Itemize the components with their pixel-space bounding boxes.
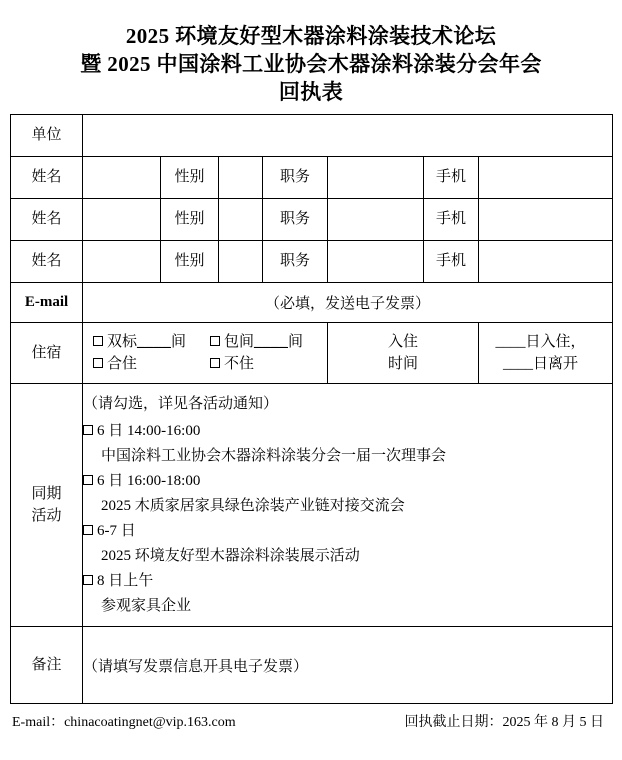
title-input-1[interactable] bbox=[328, 157, 424, 199]
lodging-option-share[interactable] bbox=[93, 353, 210, 375]
table-row-person-3 bbox=[11, 241, 613, 283]
registration-form-table bbox=[10, 114, 613, 704]
gender-input-3[interactable] bbox=[219, 241, 263, 283]
name-input-3[interactable] bbox=[83, 241, 161, 283]
mobile-input-3[interactable] bbox=[479, 241, 613, 283]
page-title bbox=[0, 0, 622, 114]
footer bbox=[0, 711, 622, 731]
lodging-option-single-unit: 间 bbox=[288, 334, 304, 350]
name-input-1[interactable] bbox=[83, 157, 161, 199]
lodging-option-twin[interactable] bbox=[93, 331, 210, 353]
checkin-label-line-2: 时间 bbox=[387, 356, 418, 372]
unit-input-cell[interactable] bbox=[83, 115, 613, 157]
name-label-2: 姓名 bbox=[11, 199, 83, 241]
activity-item-2-time: 6 日 16:00-18:00 bbox=[97, 472, 201, 489]
checkin-date-line[interactable]: ____日入住， bbox=[495, 334, 586, 350]
checkbox-icon[interactable] bbox=[83, 475, 93, 485]
title-line-3: 回执表 bbox=[278, 80, 344, 104]
title-line-2: 暨 2025 中国涂料工业协会木器涂料涂装分会年会 bbox=[80, 52, 542, 76]
title-label-2: 职务 bbox=[263, 199, 328, 241]
title-label-3: 职务 bbox=[263, 241, 328, 283]
lodging-option-single-blank[interactable]: ____ bbox=[254, 334, 289, 350]
lodging-option-share-text: 合住 bbox=[107, 356, 138, 372]
title-label-1: 职务 bbox=[263, 157, 328, 199]
checkin-label-line-1: 入住 bbox=[387, 334, 418, 350]
checkbox-icon[interactable] bbox=[83, 425, 93, 435]
checkbox-icon[interactable] bbox=[83, 575, 93, 585]
checkbox-icon[interactable] bbox=[210, 336, 220, 346]
checkin-time-label bbox=[328, 323, 479, 384]
remark-note[interactable]: （请填写发票信息开具电子发票） bbox=[83, 627, 613, 704]
table-row-email bbox=[11, 283, 613, 323]
lodging-option-single-text: 包间 bbox=[224, 334, 255, 350]
title-input-3[interactable] bbox=[328, 241, 424, 283]
footer-email: E-mail：chinacoatingnet@vip.163.com bbox=[12, 715, 236, 730]
lodging-option-twin-unit: 间 bbox=[171, 334, 187, 350]
table-row-lodging bbox=[11, 323, 613, 384]
name-input-2[interactable] bbox=[83, 199, 161, 241]
checkin-time-value[interactable] bbox=[479, 323, 613, 384]
gender-input-1[interactable] bbox=[219, 157, 263, 199]
activity-item-1[interactable] bbox=[83, 419, 612, 444]
table-row-person-2 bbox=[11, 199, 613, 241]
activity-item-4-desc: 参观家具企业 bbox=[101, 597, 192, 614]
lodging-options-cell bbox=[83, 323, 328, 384]
unit-label: 单位 bbox=[11, 115, 83, 157]
mobile-label-1: 手机 bbox=[424, 157, 479, 199]
activities-body bbox=[83, 384, 613, 627]
mobile-input-2[interactable] bbox=[479, 199, 613, 241]
activity-item-1-desc: 中国涂料工业协会木器涂料涂装分会一届一次理事会 bbox=[101, 447, 447, 464]
activities-label bbox=[11, 384, 83, 627]
footer-deadline: 回执截止日期：2025 年 8 月 5 日 bbox=[404, 715, 604, 730]
title-input-2[interactable] bbox=[328, 199, 424, 241]
mobile-label-3: 手机 bbox=[424, 241, 479, 283]
activity-item-3-time: 6-7 日 bbox=[97, 522, 136, 539]
table-row-activities bbox=[11, 384, 613, 627]
gender-input-2[interactable] bbox=[219, 199, 263, 241]
checkbox-icon[interactable] bbox=[93, 336, 103, 346]
lodging-label: 住宿 bbox=[11, 323, 83, 384]
activity-item-4[interactable] bbox=[83, 569, 612, 594]
checkout-date-line[interactable]: ____日离开 bbox=[503, 356, 579, 372]
mobile-label-2: 手机 bbox=[424, 199, 479, 241]
gender-label-1: 性别 bbox=[161, 157, 219, 199]
activity-item-1-time: 6 日 14:00-16:00 bbox=[97, 422, 201, 439]
name-label-3: 姓名 bbox=[11, 241, 83, 283]
activities-label-line-1: 同期 bbox=[31, 486, 62, 502]
activity-item-2[interactable] bbox=[83, 469, 612, 494]
table-row-unit bbox=[11, 115, 613, 157]
table-row-person-1 bbox=[11, 157, 613, 199]
email-note[interactable]: （必填，发送电子发票） bbox=[83, 283, 613, 323]
name-label-1: 姓名 bbox=[11, 157, 83, 199]
table-row-remark bbox=[11, 627, 613, 704]
lodging-option-none-text: 不住 bbox=[224, 356, 255, 372]
lodging-option-twin-blank[interactable]: ____ bbox=[137, 334, 172, 350]
activity-item-3-desc: 2025 环境友好型木器涂料涂装展示活动 bbox=[101, 547, 360, 564]
checkbox-icon[interactable] bbox=[83, 525, 93, 535]
checkbox-icon[interactable] bbox=[93, 358, 103, 368]
gender-label-2: 性别 bbox=[161, 199, 219, 241]
activity-item-3[interactable] bbox=[83, 519, 612, 544]
mobile-input-1[interactable] bbox=[479, 157, 613, 199]
activities-note: （请勾选，详见各活动通知） bbox=[83, 395, 279, 412]
email-label: E-mail bbox=[11, 283, 83, 323]
lodging-option-none[interactable] bbox=[210, 353, 327, 375]
form-wrapper bbox=[0, 114, 622, 704]
activities-label-line-2: 活动 bbox=[31, 508, 62, 524]
checkbox-icon[interactable] bbox=[210, 358, 220, 368]
activity-item-4-time: 8 日上午 bbox=[97, 572, 154, 589]
remark-label: 备注 bbox=[11, 627, 83, 704]
title-line-1: 2025 环境友好型木器涂料涂装技术论坛 bbox=[125, 24, 497, 48]
activity-item-2-desc: 2025 木质家居家具绿色涂装产业链对接交流会 bbox=[101, 497, 405, 514]
gender-label-3: 性别 bbox=[161, 241, 219, 283]
lodging-option-twin-text: 双标 bbox=[107, 334, 138, 350]
lodging-option-single[interactable] bbox=[210, 331, 327, 353]
